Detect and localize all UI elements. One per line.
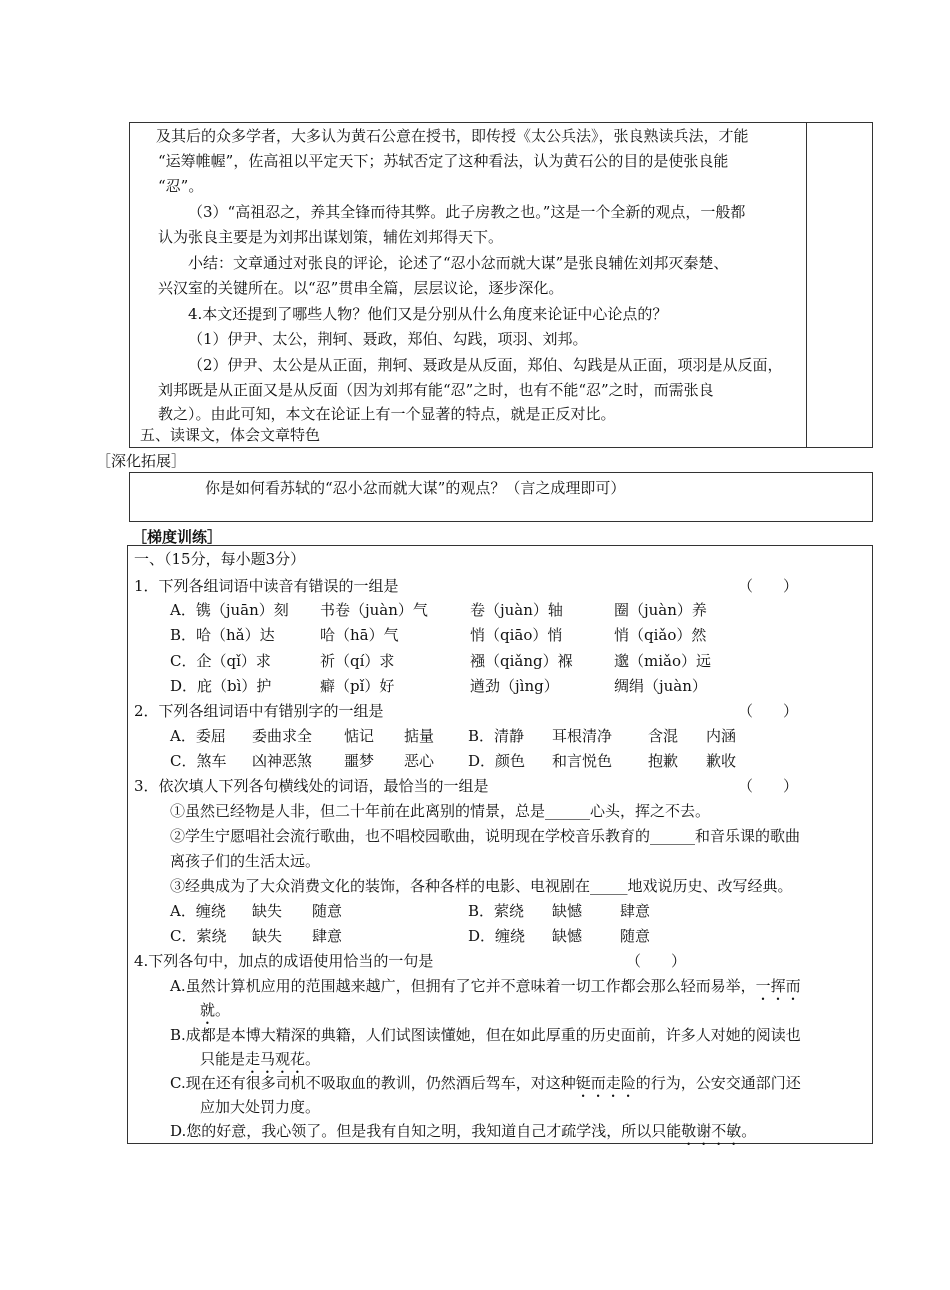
deepen-heading: ［深化拓展］ (96, 452, 187, 470)
q2-a-2: 委曲求全 (252, 727, 313, 745)
q4-option-c-line-2: 应加大处罚力度。 (200, 1098, 321, 1116)
q2-answer-paren: （ ） (738, 702, 799, 720)
q1-a-3: 卷（juàn）轴 (470, 601, 563, 619)
top-line-7: 兴汉室的关键所在。以“忍”贯串全篇，层层议论，逐步深化。 (158, 279, 564, 297)
q3-sentence-3: ③经典成为了大众消费文化的装饰，各种各样的电影、电视剧在_____地戏说历史、改写经典。 (170, 877, 793, 895)
q1-c-3: 襁（qiǎng）褓 (470, 652, 573, 670)
q1-stem: 1．下列各组词语中读音有错误的一组是 (134, 577, 399, 595)
q4-d-post: 。 (741, 1122, 757, 1140)
top-line-11: 刘邦既是从正面又是从反面（因为刘邦有能“忍”之时，也有不能“忍”之时，而需张良 (158, 381, 714, 399)
q3-d-3: 随意 (620, 927, 651, 945)
q3-d-2: 缺憾 (552, 927, 583, 945)
q3-c-2: 缺失 (252, 927, 283, 945)
q2-b-3: 噩梦 (344, 752, 375, 770)
q2-a-4: 掂量 (404, 727, 435, 745)
q4-d-dotted: 敬谢不敏 (681, 1122, 742, 1140)
q2-b-1: C．煞车 (170, 752, 227, 770)
q4-a-end: 。 (215, 1001, 231, 1019)
q3-answer-paren: （ ） (738, 777, 799, 795)
deepen-text: 你是如何看苏轼的“忍小忿而就大谋”的观点？（言之成理即可） (205, 479, 626, 497)
q2-a-1: A．委屈 (170, 727, 226, 745)
q4-a-dotted-2: 就 (200, 1001, 216, 1019)
q2-a-5: B．清静 (468, 727, 525, 745)
top-line-9: （1）伊尹、太公，荆轲、聂政，郑伯、勾践，项羽、刘邦。 (188, 330, 588, 348)
top-line-6: 小结：文章通过对张良的评论，论述了“忍小忿而就大谋”是张良辅佐刘邦灭秦楚、 (188, 254, 729, 272)
q3-a-3: 随意 (312, 902, 343, 920)
q4-b-pre: 只能是 (200, 1050, 246, 1068)
q4-c-post: 的行为，公安交通部门还 (635, 1074, 801, 1092)
q4-c-pre: C.现在还有很多司机不吸取血的教训，仍然酒后驾车，对这种 (170, 1074, 576, 1092)
top-line-2: “运筹帷幄”，佐高祖以平定天下；苏轼否定了这种看法，认为黄石公的目的是使张良能 (158, 152, 729, 170)
q4-a-text: A.虽然计算机应用的范围越来越广，但拥有了它并不意味着一切工作都会那么轻而易举， (170, 977, 756, 995)
q1-d-4: 绸绢（juàn） (614, 677, 707, 695)
q1-b-2: 哈（hā）气 (320, 626, 399, 644)
q1-b-4: 悄（qiǎo）然 (614, 626, 707, 644)
q4-option-a-line-2 (200, 1000, 230, 1024)
q1-c-4: 邈（miǎo）远 (614, 652, 711, 670)
q4-option-b-line-2 (200, 1049, 320, 1073)
q1-d-2: 癖（pǐ）好 (320, 677, 395, 695)
q1-c-1: C．企（qǐ）求 (170, 652, 271, 670)
top-line-12: 教之）。由此可知，本文在论证上有一个显著的特点，就是正反对比。 (158, 405, 616, 423)
q3-sentence-1: ①虽然已经物是人非，但二十年前在此离别的情景，总是______心头，挥之不去。 (170, 802, 711, 820)
q4-c-dotted: 铤而走险 (575, 1074, 636, 1092)
top-line-8: 4.本文还提到了哪些人物？他们又是分别从什么角度来论证中心论点的？ (188, 305, 668, 323)
q3-d-1: D．缠绕 (468, 927, 526, 945)
q2-a-6: 耳根清净 (552, 727, 613, 745)
top-line-3: “忍”。 (158, 177, 204, 195)
top-line-10: （2）伊尹、太公是从正面，荆轲、聂政是从反面，郑伯、勾践是从正面，项羽是从反面， (188, 356, 783, 374)
top-table-column-divider (806, 122, 807, 448)
training-intro: 一、（15分，每小题3分） (134, 550, 306, 568)
q3-sentence-2b: 离孩子们的生活太远。 (170, 852, 321, 870)
q3-stem: 3．依次填人下列各句横线处的词语，最恰当的一组是 (134, 777, 489, 795)
q4-option-d (170, 1121, 756, 1145)
q3-b-3: 肆意 (620, 902, 651, 920)
q2-b-4: 恶心 (404, 752, 435, 770)
q4-b-post: 。 (305, 1050, 321, 1068)
q4-a-dotted-1: 一挥而 (755, 977, 801, 995)
q1-a-4: 圈（juàn）养 (614, 601, 707, 619)
q4-option-b-line-1: B.成都是本博大精深的典籍，人们试图读懂她，但在如此厚重的历史面前，许多人对她的阅读也 (170, 1026, 801, 1044)
q3-b-1: B．萦绕 (468, 902, 525, 920)
q2-b-7: 抱歉 (648, 752, 679, 770)
q2-stem: 2．下列各组词语中有错别字的一组是 (134, 702, 384, 720)
q1-b-1: B．哈（hǎ）达 (170, 626, 275, 644)
q3-c-1: C．萦绕 (170, 927, 227, 945)
q2-b-8: 歉收 (706, 752, 737, 770)
q3-b-2: 缺憾 (552, 902, 583, 920)
q2-a-7: 含混 (648, 727, 679, 745)
q4-b-dotted: 走马观花 (245, 1050, 306, 1068)
q2-b-6: 和言悦色 (552, 752, 613, 770)
q1-d-1: D．庇（bì）护 (170, 677, 272, 695)
q4-option-c-line-1 (170, 1073, 801, 1097)
top-line-5: 认为张良主要是为刘邦出谋划策，辅佐刘邦得天下。 (158, 228, 504, 246)
q1-a-2: 书卷（juàn）气 (320, 601, 428, 619)
q3-a-2: 缺失 (252, 902, 283, 920)
q3-a-1: A．缠绕 (170, 902, 226, 920)
q2-b-2: 凶神恶煞 (252, 752, 313, 770)
q4-d-pre: D.您的好意，我心领了。但是我有自知之明，我知道自己才疏学浅，所以只能 (170, 1122, 682, 1140)
q2-b-5: D．颜色 (468, 752, 526, 770)
top-line-13: 五、读课文，体会文章特色 (140, 426, 321, 444)
q3-c-3: 肆意 (312, 927, 343, 945)
q1-b-3: 悄（qiāo）悄 (470, 626, 563, 644)
q3-sentence-2a: ②学生宁愿唱社会流行歌曲，也不唱校园歌曲，说明现在学校音乐教育的______和音乐课的歌曲 (170, 827, 801, 845)
top-line-1: 及其后的众多学者，大多认为黄石公意在授书，即传授《太公兵法》，张良熟读兵法，才能 (156, 127, 749, 145)
q2-a-8: 内涵 (706, 727, 737, 745)
q1-d-3: 遒劲（jìng） (470, 677, 559, 695)
q4-option-a-line-1 (170, 976, 801, 1000)
q1-answer-paren: （ ） (738, 577, 799, 595)
q4-stem: 4.下列各句中，加点的成语使用恰当的一句是 (134, 952, 434, 970)
top-line-4: （3）“高祖忍之，养其全锋而待其弊。此子房教之也。”这是一个全新的观点，一般都 (188, 203, 746, 221)
q1-c-2: 祈（qí）求 (320, 652, 395, 670)
q1-a-1: A．镌（juān）刻 (170, 601, 289, 619)
q4-answer-paren: （ ） (626, 952, 687, 970)
q2-a-3: 惦记 (344, 727, 375, 745)
training-heading: ［梯度训练］ (132, 528, 223, 546)
